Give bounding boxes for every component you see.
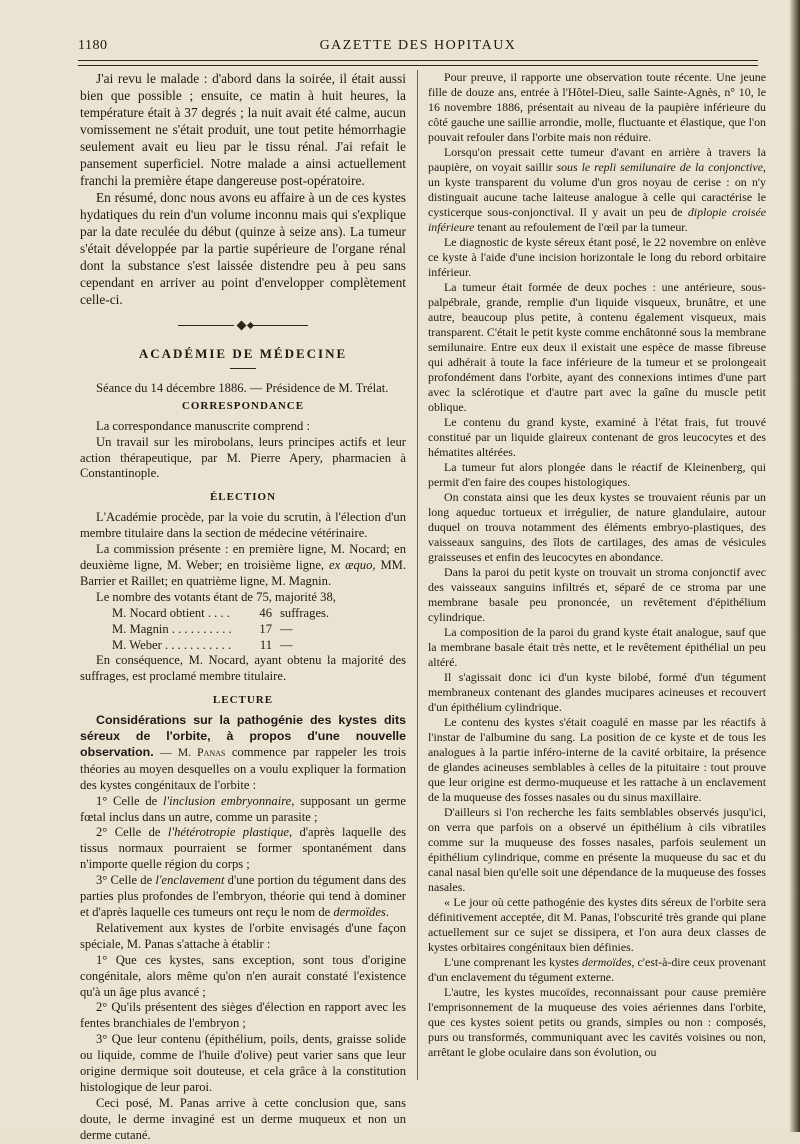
paragraph: Relativement aux kystes de l'orbite envisagés d'une façon spéciale, M. Panas s'attache à établir : bbox=[80, 920, 406, 951]
paragraph: La correspondance manuscrite comprend : bbox=[96, 418, 311, 433]
vote-row: M. Magnin . . . 17 — bbox=[80, 622, 406, 638]
ornament-divider bbox=[178, 322, 308, 330]
divider bbox=[230, 368, 256, 369]
paragraph: 3° Que leur contenu (épithélium, poils, dents, graisse solide ou liquide, comme de l'huile d'olive) peut varier sans que leur origine dermique soit douteuse, et cela grâce à la constitution histologique de leur paroi. bbox=[80, 1032, 406, 1094]
paragraph: L'Académie procède, par la voie du scrutin, à l'élection d'un membre titulaire dans la section de médecine vétérinaire. bbox=[80, 510, 406, 541]
paragraph: Lorsqu'on pressait cette tumeur d'avant en arrière à travers la paupière, on voyait saillir sous le repli semilunaire de la conjonctive, un kyste transparent du volume d'un gros noyau de cerise : on n'y distinguait aucune tache laiteuse analogue à celle qui caractérise le cysticerque sous-conjonctival. Il y avait un peu de diplopie croisée inférieure tenant au refoulement de l'œil par la tumeur. bbox=[428, 145, 767, 234]
vote-row: M. Nocard obtient . . . 46 suffrages. bbox=[80, 606, 406, 622]
paragraph: Le contenu des kystes s'était coagulé en masse par les réactifs à l'instar de l'albumine du sang. La position de ce kyste et de tous les analogues à la partie inféro-interne de la cavité orbitaire, la présence de glandes acineuses semblables à celles de la pituitaire : tout prouve que leur origine est dermo-muqueuse et les rattache à un enclavement de la muqueuse des fosses nasales ou du sinus maxillaire. bbox=[428, 715, 766, 804]
paragraph: 3° Celle de l'enclavement d'une portion du tégument dans des parties plus profondes de l'embryon, théorie qui tend à dominer et d'après laquelle ces tumeurs ont reçu le nom de dermoïdes. bbox=[80, 873, 406, 919]
paragraph: L'autre, les kystes mucoïdes, reconnaissant pour cause première l'emprisonnement de la muqueuse des voies aériennes dans l'orbite, que ces kystes soient petits ou grands, simples ou non : composés, purs ou transformés, communiquant avec les cavités voisines ou non, arrêtant le globe oculaire dans son évolution, ou bbox=[428, 985, 766, 1059]
paragraph: « Le jour où cette pathogénie des kystes dits séreux de l'orbite sera définitivement acceptée, dit M. Panas, l'obscurité très grande qui plane actuellement sur ce sujet se dissipera, et l'on aura deux classes de kystes orbitaires congénitaux bien définies. bbox=[428, 895, 766, 954]
page-number: 1180 bbox=[78, 38, 108, 53]
article-title: Considérations sur la pathogénie des kystes dits séreux de l'orbite, à propos d'une nouvelle observation. bbox=[80, 713, 406, 759]
paragraph: 1° Celle de l'inclusion embryonnaire, supposant un germe fœtal inclus dans un autre, comme un parasite ; bbox=[80, 793, 406, 824]
subsection-title: ÉLECTION bbox=[209, 491, 277, 504]
paragraph: Dans la paroi du petit kyste on trouvait un stroma conjonctif avec des vaisseaux sanguins infiltrés et, séparé de ce stroma par une membrane basale peu prononcée, un revêtement d'épithélium cylindrique. bbox=[428, 565, 766, 624]
subsection-title: CORRESPONDANCE bbox=[181, 399, 305, 412]
paragraph: La tumeur était formée de deux poches : une antérieure, sous-palpébrale, grande, remplie d'un liquide visqueux, brunâtre, et une autre, beaucoup plus petite, à contenu également visqueux, mais transparent. C'était le petit kyste comme enchâtonné sous la membrane semilunaire. Entre eux deux il existait une espèce de masse fibreuse qui adhérait à toute la face inférieure de la tumeur et se prolongeait profondément dans l'orbite, ayant des connexions intimes d'une part avec la sclérotique et d'autre part avec la gaîne du muscle petit oblique. bbox=[428, 280, 766, 414]
article-lead: Considérations sur la pathogénie des kystes dits séreux de l'orbite, à propos d'une nouvelle observation. — M. Panas commence par rappeler les trois théories au moyen desquelles on a voulu expliquer la formation des kystes congénitaux de l'orbite : bbox=[80, 713, 406, 792]
paragraph: 2° Celle de l'hétérotropie plastique, d'après laquelle des tissus normaux pourraient se former spontanément dans n'importe quelle région du corps ; bbox=[80, 825, 406, 872]
paragraph: Le diagnostic de kyste séreux étant posé, le 22 novembre on enlève ce kyste à l'aide d'une incision horizontale le long du rebord orbitaire inférieur. bbox=[428, 235, 766, 279]
paragraph: Un travail sur les mirobolans, leurs principes actifs et leur action thérapeutique, par M. Pierre Apery, pharmacien à Constantinople. bbox=[80, 434, 406, 481]
left-column bbox=[80, 70, 406, 1144]
article-author: — M. Panas bbox=[160, 746, 226, 759]
paragraph: Pour preuve, il rapporte une observation toute récente. Une jeune fille de douze ans, entrée à l'Hôtel-Dieu, salle Sainte-Agnès, n° 10, le 16 novembre 1886, présentait au niveau de la paupière inférieure du côté gauche une saillie arrondie, molle, fluctuante et élastique, que l'on pouvait refouler dans l'orbite mais non réduire. bbox=[428, 70, 766, 144]
paragraph: La commission présente : en première ligne, M. Nocard; en deuxième ligne, M. Weber; en troisième ligne, ex æquo, MM. Barrier et Raillet; en quatrième ligne, M. Magnin. bbox=[80, 542, 407, 588]
page-header bbox=[78, 38, 758, 58]
seance-line: Séance du 14 décembre 1886. — Présidence de M. Trélat. bbox=[96, 380, 389, 395]
header-rule bbox=[78, 60, 758, 66]
paragraph: La tumeur fut alors plongée dans le réactif de Kleinenberg, qui permit d'en faire des coupes histologiques. bbox=[428, 460, 766, 489]
paragraph: Le nombre des votants étant de 75, majorité 38, bbox=[96, 589, 336, 604]
paragraph: La composition de la paroi du grand kyste était analogue, sauf que la membrane basale était très nette, et le revêtement épithélial un peu altéré. bbox=[428, 625, 766, 669]
column-divider bbox=[417, 70, 418, 1080]
running-title: GAZETTE DES HOPITAUX bbox=[319, 38, 517, 53]
paragraph: D'ailleurs si l'on recherche les faits semblables observés jusqu'ici, on verra que parfois on a observé un épithélium à cils vibratiles comme sur la muqueuse des fosses nasales, parfois seulement un épithélium cylindrique, comme en présente la muqueuse du sac et du canal nasal bien qu'elle soit une dépendance de la muqueuse des fosses nasales. bbox=[428, 805, 766, 894]
paragraph: En conséquence, M. Nocard, ayant obtenu la majorité des suffrages, est proclamé membre titulaire. bbox=[80, 653, 406, 684]
paragraph: En résumé, donc nous avons eu affaire à un de ces kystes hydatiques du rein d'un volume inconnu mais qui s'explique par la date reculée du début (quinze à seize ans). La tumeur s'était développée par la partie supérieure de l'organe rénal dont la substance s'est laissée distendre peu à peu sans cependant en arriver au point d'envelopper complètement celle-ci. bbox=[80, 190, 406, 307]
paragraph: Le contenu du grand kyste, examiné à l'état frais, fut trouvé constitué par un liquide glaireux contenant de gros leucocytes et des hématites altérées. bbox=[428, 415, 766, 459]
paragraph: 1° Que ces kystes, sans exception, sont tous d'origine congénitale, alors même qu'on n'en aurait constaté l'existence qu'à un âge plus avancé ; bbox=[80, 952, 406, 999]
paragraph: Ceci posé, M. Panas arrive à cette conclusion que, sans doute, le derme invaginé est un derme muqueux et non un derme cutané. bbox=[80, 1095, 406, 1142]
paragraph: J'ai revu le malade : d'abord dans la soirée, il était aussi bien que possible ; ensuite, ce matin à huit heures, la température était à 37 degrés ; la nuit avait été calme, aucun vomissement ne s'était produit, une tout petite hémorrhagie seulement avait eu lieu par le tissu rénal. J'ai refait le pansement superficiel. Notre malade a ainsi actuellement franchi la première étape dangereuse post-opératoire. bbox=[80, 71, 406, 188]
vote-row: M. Weber . . . 11 — bbox=[80, 638, 406, 654]
paragraph: On constata ainsi que les deux kystes se trouvaient réunis par un long aqueduc tortueux et irrégulier, de nature glandulaire, autour duquel on trouva notamment des éléments embryo-plastiques, des vaisseaux sanguins, des îlots de cartilages, des amas de vésicules graisseuses et enfin des leucocytes en abondance. bbox=[428, 490, 766, 564]
paragraph: 2° Qu'ils présentent des sièges d'élection en rapport avec les fentes branchiales de l'embryon ; bbox=[80, 1000, 406, 1031]
paragraph: Il s'agissait donc ici d'un kyste bilobé, formé d'un tégument membraneux contenant des glandes mucipares acineuses et recouvert d'un épithélium cylindrique. bbox=[428, 670, 766, 714]
paragraph: L'une comprenant les kystes dermoïdes, c'est-à-dire ceux provenant d'un enclavement du tégument externe. bbox=[428, 955, 766, 984]
right-column bbox=[428, 70, 766, 1060]
page-binding-edge bbox=[790, 0, 800, 1132]
section-title: ACADÉMIE DE MÉDECINE bbox=[138, 346, 348, 361]
subsection-title: LECTURE bbox=[212, 694, 274, 707]
